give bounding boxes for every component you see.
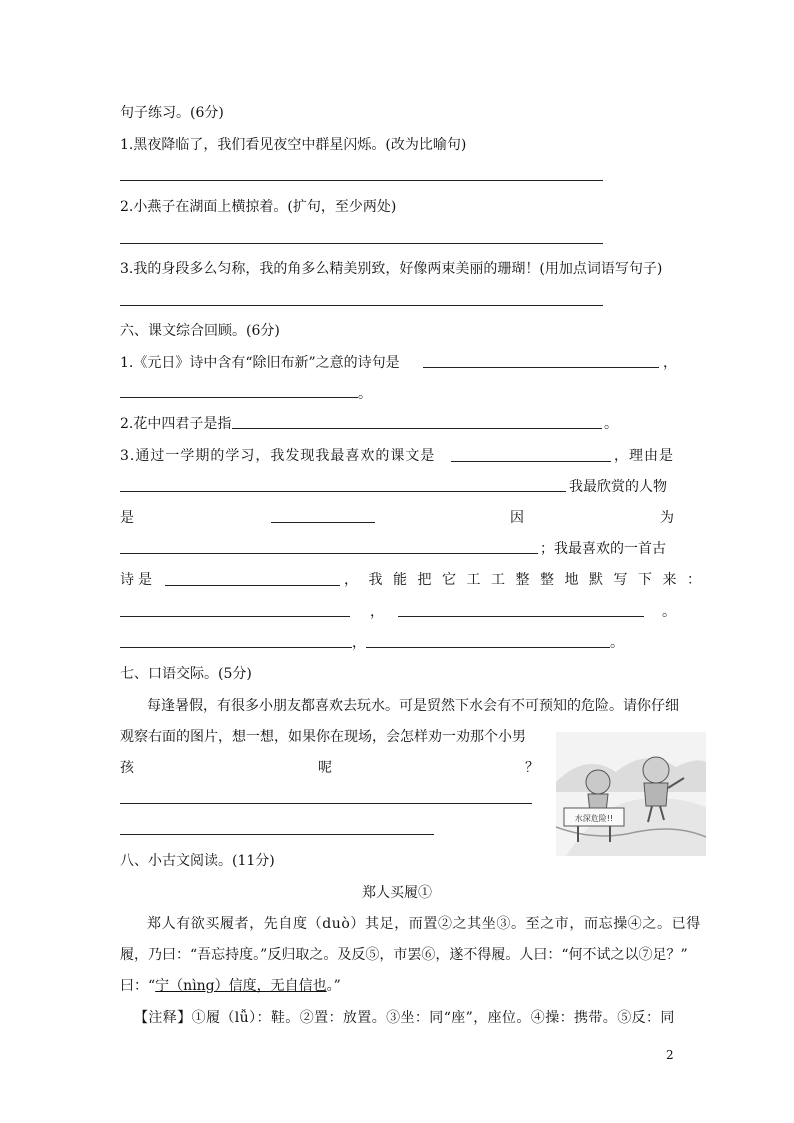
section-7-title: 七、口语交际。(5分) (120, 666, 252, 682)
answer-line[interactable] (120, 553, 538, 554)
section-5-q2: 2.小燕子在湖面上横掠着。(扩句，至少两处) (120, 199, 397, 215)
word-yin: 因 (510, 510, 524, 526)
section-8-title: 八、小古文阅读。(11分) (120, 853, 275, 869)
answer-line[interactable] (120, 647, 352, 648)
period: 。 (662, 604, 676, 620)
comma: ， (370, 604, 384, 620)
section-6-q3-poem: ；我最喜欢的一首古 (540, 541, 666, 557)
section-6-q3-copy: ，我能把它工工整整地默写下来： (344, 572, 712, 588)
passage-heading: 郑人买履① (362, 885, 432, 901)
section-7-para-1: 每逢暑假，有很多小朋友都喜欢去玩水。可是贸然下水会有不可预知的危险。请你仔细 (147, 698, 679, 714)
warning-sign-text: 水深危险!! (574, 814, 614, 823)
passage-para-3 (120, 977, 341, 995)
passage-para-3-c: 。” (326, 978, 341, 994)
illustration-children-by-water (556, 732, 706, 856)
section-6-title: 六、课文综合回顾。(6分) (120, 323, 280, 339)
passage-para-2: 履，乃曰：“吾忘持度。”反归取之。及反⑤，市罢⑥，遂不得履。人曰：“何不试之以⑦足？” (120, 947, 688, 963)
answer-line[interactable] (120, 834, 434, 835)
word-shi: 是 (120, 510, 134, 526)
answer-line[interactable] (271, 522, 375, 523)
section-5-q3: 3.我的身段多么匀称，我的角多么精美别致，好像两束美丽的珊瑚！(用加点词语写句子) (120, 261, 663, 277)
answer-line[interactable] (423, 367, 659, 368)
section-5-title: 句子练习。(6分) (120, 105, 224, 121)
section-6-q2-text: 2.花中四君子是指 (120, 416, 232, 432)
word-shishi: 诗是 (120, 572, 156, 588)
answer-line[interactable] (398, 616, 644, 617)
section-6-q3-reason: ，理由是 (614, 448, 674, 464)
passage-note: 【注释】①履（lǚ）：鞋。②置：放置。③坐：同“座”，座位。④操：携带。⑤反：同 (134, 1010, 675, 1026)
answer-line[interactable] (120, 305, 603, 306)
comma: ， (663, 355, 677, 371)
question-mark: ？ (525, 760, 539, 776)
answer-line[interactable] (366, 647, 610, 648)
period: 。 (604, 416, 618, 432)
answer-line[interactable] (120, 491, 566, 492)
answer-line[interactable] (451, 461, 611, 462)
section-6-q3-text: 3.通过一学期的学习，我发现我最喜欢的课文是 (120, 448, 436, 464)
period: 。 (358, 386, 372, 402)
answer-line[interactable] (120, 243, 603, 244)
section-6-q3-person: 我最欣赏的人物 (569, 479, 667, 495)
answer-line[interactable] (120, 397, 358, 398)
answer-line[interactable] (165, 585, 340, 586)
section-7-para-2: 观察右面的图片，想一想，如果你在现场，会怎样劝一劝那个小男 (120, 729, 526, 745)
answer-line[interactable] (120, 616, 350, 617)
word-ne: 呢 (318, 760, 332, 776)
page-number: 2 (666, 1048, 674, 1062)
underlined-phrase: 宁（nìng）信度，无自信也 (155, 978, 327, 994)
section-6-q1-text: 1.《元日》诗中含有“除旧布新”之意的诗句是 (120, 355, 400, 371)
word-hai: 孩 (120, 760, 134, 776)
answer-line[interactable] (232, 428, 602, 429)
section-5-q1: 1.黑夜降临了，我们看见夜空中群星闪烁。(改为比喻句) (120, 137, 467, 153)
answer-line[interactable] (120, 803, 532, 804)
answer-line[interactable] (120, 180, 603, 181)
passage-para-1: 郑人有欲买履者，先自度（duò）其足，而置②之其坐③。至之市，而忘操④之。已得 (147, 916, 701, 932)
passage-para-3-a: 曰：“ (120, 978, 156, 994)
comma: ， (352, 635, 366, 651)
period: 。 (610, 635, 624, 651)
word-wei: 为 (660, 510, 674, 526)
